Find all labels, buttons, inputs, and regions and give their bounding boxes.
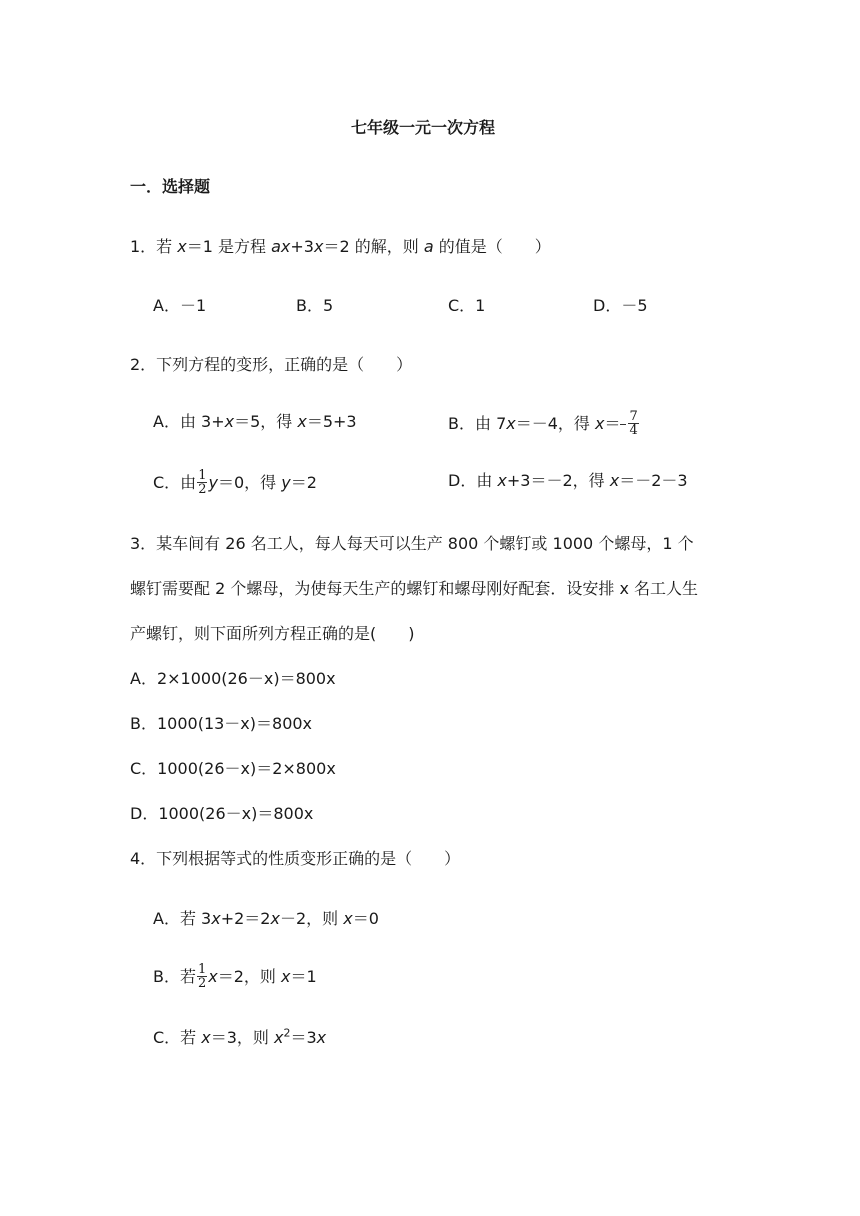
question-2-option-c: C．由 $\frac{1}{2}$ y＝0，得 y＝2 (153, 468, 317, 497)
question-2-option-b: B．由 7x＝－4，得 x＝ $\frac{7}{4}$ (448, 409, 638, 438)
question-3-option-b: B．1000(13－x)＝800x (130, 714, 313, 733)
question-3-stem-line-1: 3．某车间有 26 名工人，每人每天可以生产 800 个螺钉或 1000 个螺母，1 个 (130, 534, 694, 553)
fraction: $\frac{1}{2}$ (197, 962, 207, 991)
question-3-option-d: D．1000(26－x)＝800x (130, 804, 314, 823)
question-1-option-d: D．－5 (593, 296, 648, 315)
question-4-option-c: C．若 x＝3，则 $x^2=3x$ (153, 1026, 327, 1047)
question-4-option-b: B．若 $\frac{1}{2}$ x＝2，则 x＝1 (153, 962, 317, 991)
fraction: $\frac{1}{2}$ (198, 468, 207, 497)
question-2-stem: 2．下列方程的变形，正确的是（ ） (130, 355, 413, 374)
document-title: 七年级一元一次方程 (351, 118, 496, 137)
question-1-stem: 1．若 x＝1 是方程 ax+3x＝2 的解，则 a 的值是（ ） (130, 237, 551, 256)
question-1-option-b: B．5 (296, 296, 334, 315)
question-3-stem-line-3: 产螺钉，则下面所列方程正确的是( ) (130, 624, 415, 643)
minus-sign (620, 424, 626, 425)
question-2-option-d: D．由 x+3＝－2，得 x＝－2－3 (448, 471, 688, 490)
section-heading: 一．选择题 (130, 177, 211, 196)
question-4-option-a: A．若 3x+2＝2x－2，则 x＝0 (153, 909, 379, 928)
question-1-option-c: C．1 (448, 296, 486, 315)
question-4-stem: 4．下列根据等式的性质变形正确的是（ ） (130, 849, 461, 868)
question-3-option-c: C．1000(26－x)＝2×800x (130, 759, 336, 778)
question-3-option-a: A．2×1000(26－x)＝800x (130, 669, 336, 688)
fraction: $\frac{7}{4}$ (629, 409, 638, 438)
question-1-option-a: A．－1 (153, 296, 207, 315)
question-2-option-a: A．由 3+x＝5，得 x＝5+3 (153, 412, 357, 431)
question-3-stem-line-2: 螺钉需要配 2 个螺母，为使每天生产的螺钉和螺母刚好配套．设安排 x 名工人生 (130, 579, 698, 598)
